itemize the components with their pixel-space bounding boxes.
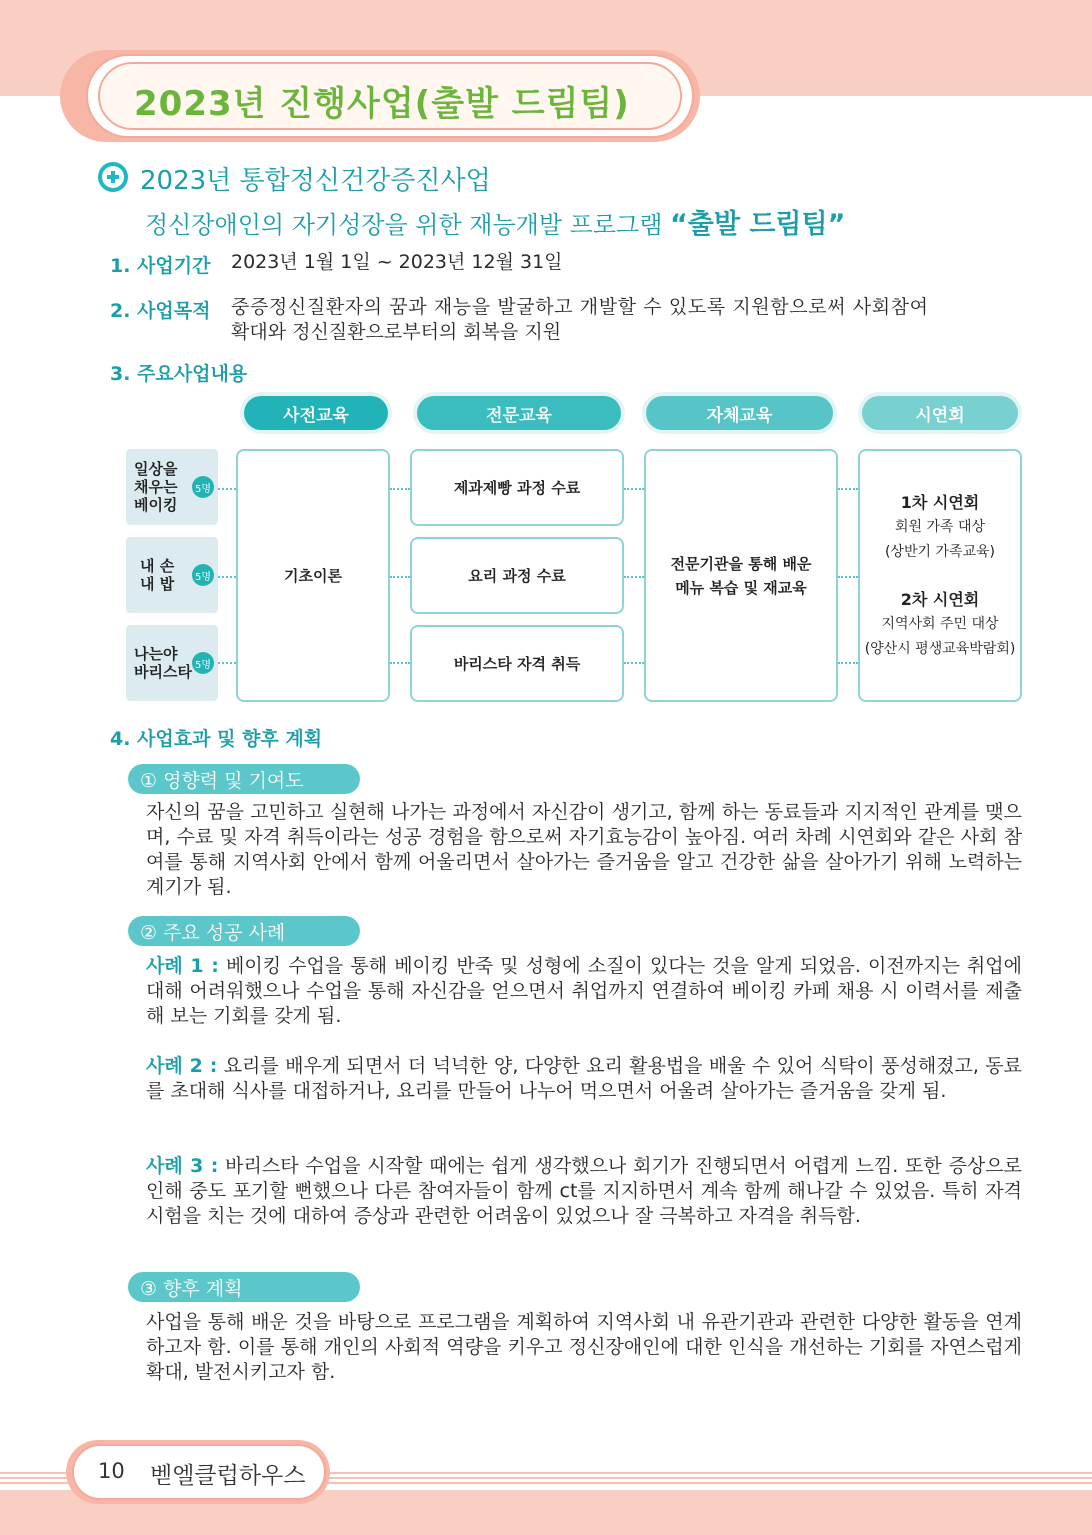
case-1-text: 베이킹 수업을 통해 베이킹 반죽 및 성형에 소질이 있다는 것을 알게 되었음. 이전까지는 취업에 대해 어려워했으나 수업을 통해 자신감을 얻으면서 취업까지 연결하여 베이킹 카페 채용 시 이력서를 제출해 보는 기회를 갖게 됨. [146,955,1022,1027]
program-title [145,202,845,241]
column-label: 사전교육 [244,396,388,430]
second-show-target: 지역사회 주민 대상 [881,615,999,632]
case-1-label: 사례 1 : [146,955,219,977]
pro-edu-box-barista: 바리스타 자격 취득 [410,625,624,702]
connector [838,576,858,578]
period-label: 1. 사업기간 [110,255,211,277]
connector [838,662,858,664]
impact-heading: ① 영향력 및 기여도 [128,764,360,794]
program-desc: 정신장애인의 자기성장을 위한 재능개발 프로그램 [145,211,671,239]
column-header-pre [240,392,392,434]
program-name: “출발 드림팀” [670,209,846,240]
case-3 [146,1154,1022,1229]
show-box [858,449,1022,702]
first-show-target: 회원 가족 대상 [894,518,986,535]
second-show-title: 2차 시연회 [900,589,980,609]
plan-text: 사업을 통해 배운 것을 바탕으로 프로그램을 계획하여 지역사회 내 유관기관과 관련한 다양한 활동을 연계하고자 함. 이를 통해 개인의 사회적 역량을 키우고 정신장애인에 대한 인식을 개선하는 기회를 자연스럽게 확대, 발전시키고자 함. [146,1311,1022,1383]
pro-edu-box-cooking: 요리 과정 수료 [410,537,624,614]
first-show-note: (상반기 가족교육) [884,543,996,560]
connector [390,488,410,490]
impact-text: 자신의 꿈을 고민하고 실현해 나가는 과정에서 자신감이 생기고, 함께 하는 동료들과 지지적인 관계를 맺으며, 수료 및 자격 취득이라는 성공 경험을 함으로써 자기효능감이 높아짐. 여러 차례 시연회와 같은 사회 참여를 통해 지역사회 안에서 함께 어울리면서 살아가는 즐거움을 알고 건강한 삶을 살아가기 위해 노력하는 계기가 됨. [146,801,1022,898]
connector [390,662,410,664]
case-2 [146,1054,1022,1104]
case-3-text: 바리스타 수업을 시작할 때에는 쉽게 생각했으나 회기가 진행되면서 어렵게 느낌. 또한 증상으로 인해 중도 포기할 뻔했으나 다른 참여자들이 함께 ct를 지지하면서 계속 함께 해나갈 수 있었음. 특히 자격시험을 치는 것에 대하여 증상과 관련한 어려움이 있었으나 잘 극복하고 자격을 취득함. [146,1155,1022,1227]
page-title: 2023년 진행사업(출발 드림팀) [134,84,630,124]
group-label: 일상을 채우는 베이킹 [134,460,178,514]
count-badge: 5명 [192,476,214,498]
pre-edu-box: 기초이론 [236,449,390,702]
cases-heading: ② 주요 성공 사례 [128,916,360,946]
plan-heading: ③ 향후 계획 [128,1272,360,1302]
plus-icon [98,162,128,192]
connector [390,576,410,578]
second-show-note: (양산시 평생교육박람회) [864,640,1016,657]
effect-label: 4. 사업효과 및 향후 계획 [110,728,323,750]
case-3-label: 사례 3 : [146,1155,219,1177]
case-1 [146,954,1022,1029]
first-show-title: 1차 시연회 [900,492,980,512]
count-badge: 5명 [192,652,214,674]
self-edu-box [644,449,838,702]
connector [624,576,644,578]
case-2-text: 요리를 배우게 되면서 더 넉넉한 양, 다양한 요리 활용법을 배울 수 있어 식탁이 풍성해졌고, 동료를 초대해 식사를 대접하거나, 요리를 만들어 나누어 먹으면서 어울려 살아가는 즐거움을 갖게 됨. [146,1055,1022,1102]
purpose-label: 2. 사업목적 [110,300,211,322]
connector [218,576,236,578]
project-category: 2023년 통합정신건강증진사업 [140,166,491,196]
column-label: 자체교육 [646,396,833,430]
group-barista [126,625,218,701]
self-edu-line: 메뉴 복습 및 재교육 [675,578,807,597]
connector [624,488,644,490]
org-name: 벧엘클럽하우스 [150,1463,306,1489]
connector [838,488,858,490]
column-header-pro [413,392,625,434]
count-badge: 5명 [192,564,214,586]
purpose-line-1: 중증정신질환자의 꿈과 재능을 발굴하고 개발할 수 있도록 지원함으로써 사회참여 [231,296,929,318]
content-label: 3. 주요사업내용 [110,363,248,385]
pro-edu-box-baking: 제과제빵 과정 수료 [410,449,624,526]
connector [218,488,236,490]
column-header-show [858,392,1022,434]
connector [218,662,236,664]
column-header-self [642,392,837,434]
group-cooking [126,537,218,613]
page-number: 10 [98,1459,125,1483]
group-label: 내 손 내 밥 [140,557,175,593]
group-label: 나는야 바리스타 [134,645,192,681]
period-value: 2023년 1월 1일 ~ 2023년 12월 31일 [231,251,563,273]
column-label: 전문교육 [417,396,621,430]
self-edu-line: 전문기관을 통해 배운 [670,554,812,573]
group-baking [126,449,218,525]
case-2-label: 사례 2 : [146,1055,218,1077]
purpose-line-2: 확대와 정신질환으로부터의 회복을 지원 [231,321,562,343]
column-label: 시연회 [862,396,1018,430]
connector [624,662,644,664]
